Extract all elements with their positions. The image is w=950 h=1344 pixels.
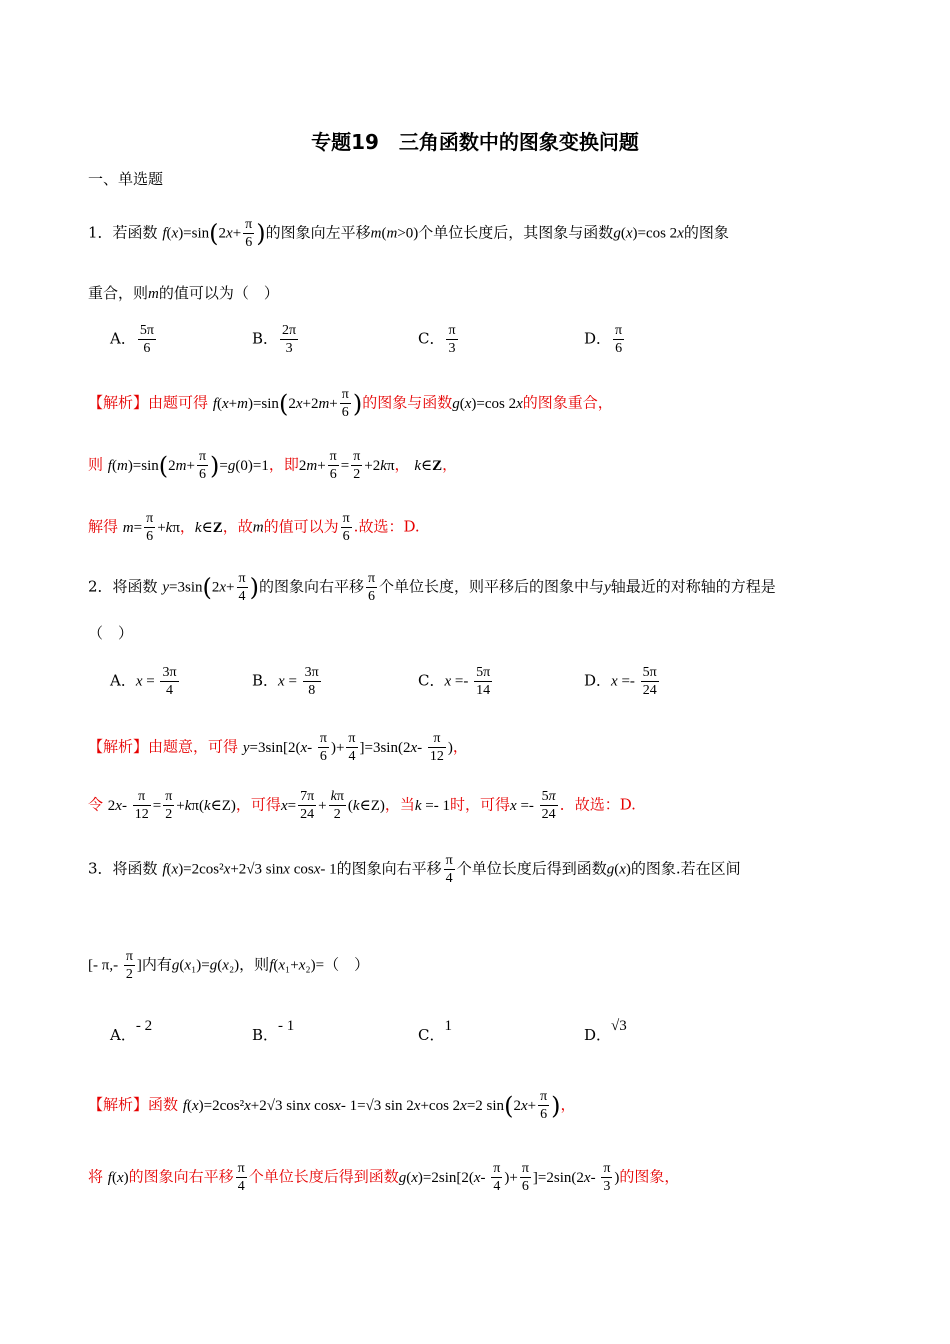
q3-analysis-line1: 【解析】函数 f(x)=2cos²x+2√3 sinx cosx- 1=√3 sin 2x+cos 2x=2 sin(2x+ $\frac{\pi}{6}$ )， — [88, 1089, 576, 1122]
q1-number: 1． — [88, 223, 113, 242]
q3-option-d[interactable]: D．√3 — [584, 1018, 627, 1044]
q3-analysis-line2: 将 f(x)的图象向右平移 $\frac{\pi}{4}$ 个单位长度后得到函数g(x)=2sin[2(x- $\frac{\pi}{4}$ )+ $\frac{\pi}{6}$ ]=2sin(2x- $\frac{\pi}{3}$ )的图象， — [88, 1161, 680, 1194]
q3-stem-line2: [- π,- $\frac{\pi}{2}$ ]内有g(x₁)=g(x₂)，则f(x₁+x₂)=（ ） — [88, 949, 370, 982]
q2-stem-line1: 2．将函数 y=3sin(2x+ $\frac{\pi}{4}$ )的图象向右平移 $\frac{\pi}{6}$ 个单位长度，则平移后的图象中与y轴最近的对称轴的方程是 — [88, 571, 776, 604]
q1-option-c[interactable]: C． $\frac{\pi}{3}$ — [418, 323, 456, 356]
q3-stem-line1: 3．将函数 f(x)=2cos²x+2√3 sinx cosx- 1的图象向右平移 $\frac{\pi}{4}$ 个单位长度后得到函数g(x)的图象.若在区间 — [88, 853, 741, 886]
q2-stem-line2: （ ） — [88, 624, 134, 642]
q3-option-a[interactable]: A．- 2 — [110, 1018, 153, 1044]
q2-number: 2． — [88, 577, 113, 596]
q2-option-c[interactable]: C．x =- $\frac{5\pi}{14}$ — [418, 665, 491, 698]
q1-option-d[interactable]: D． $\frac{\pi}{6}$ — [584, 323, 623, 356]
q1-option-b[interactable]: B． $\frac{2\pi}{3}$ — [252, 323, 297, 356]
q1-analysis-line3: 解得 m= $\frac{\pi}{6}$ +kπ，k∈Z，故m的值可以为 $\frac{\pi}{6}$ .故选：D. — [88, 511, 420, 544]
section-heading: 一、单选题 — [88, 170, 164, 188]
q3-option-b[interactable]: B．- 1 — [252, 1018, 295, 1044]
q1-analysis-line1: 【解析】由题可得 f(x+m)=sin(2x+2m+ $\frac{\pi}{6}$ )的图象与函数g(x)=cos 2x的图象重合， — [88, 387, 613, 420]
q2-analysis-line2: 令 2x- $\frac{\pi}{12}$ = $\frac{\pi}{2}$ +kπ(k∈Z)，可得x= $\frac{7\pi}{24}$ + $\frac{k\pi}{2}$ (k∈Z)，当k =- 1时，可得x =- $\frac{5\pi}{24}$ ．故选：D. — [88, 789, 636, 822]
q3-number: 3． — [88, 859, 113, 878]
q2-analysis-line1: 【解析】由题意，可得 y=3sin[2(x- $\frac{\pi}{6}$ )+ $\frac{\pi}{4}$ ]=3sin(2x- $\frac{\pi}{12}$ )， — [88, 731, 468, 764]
q1-stem-line2: 重合，则m的值可以为（ ） — [88, 284, 279, 302]
analysis-label: 【解析】 — [88, 393, 149, 412]
q2-option-a[interactable]: A．x = $\frac{3\pi}{4}$ — [110, 665, 177, 698]
q2-option-b[interactable]: B．x = $\frac{3\pi}{8}$ — [252, 665, 319, 698]
q3-option-c[interactable]: C．1 — [418, 1018, 452, 1044]
q1-analysis-line2: 则 f(m)=sin(2m+ $\frac{\pi}{6}$ )=g(0)=1，即2m+ $\frac{\pi}{6}$ = $\frac{\pi}{2}$ +2kπ， k∈Z， — [88, 449, 458, 482]
page-title: 专题19 三角函数中的图象变换问题 — [311, 130, 639, 154]
q1-option-a[interactable]: A． $\frac{5\pi}{6}$ — [110, 323, 154, 356]
q2-option-d[interactable]: D．x =- $\frac{5\pi}{24}$ — [584, 665, 657, 698]
q1-stem-line1: 1．若函数 f(x)=sin(2x+ $\frac{\pi}{6}$ )的图象向左平移m(m>0)个单位长度后，其图象与函数g(x)=cos 2x的图象 — [88, 217, 729, 250]
